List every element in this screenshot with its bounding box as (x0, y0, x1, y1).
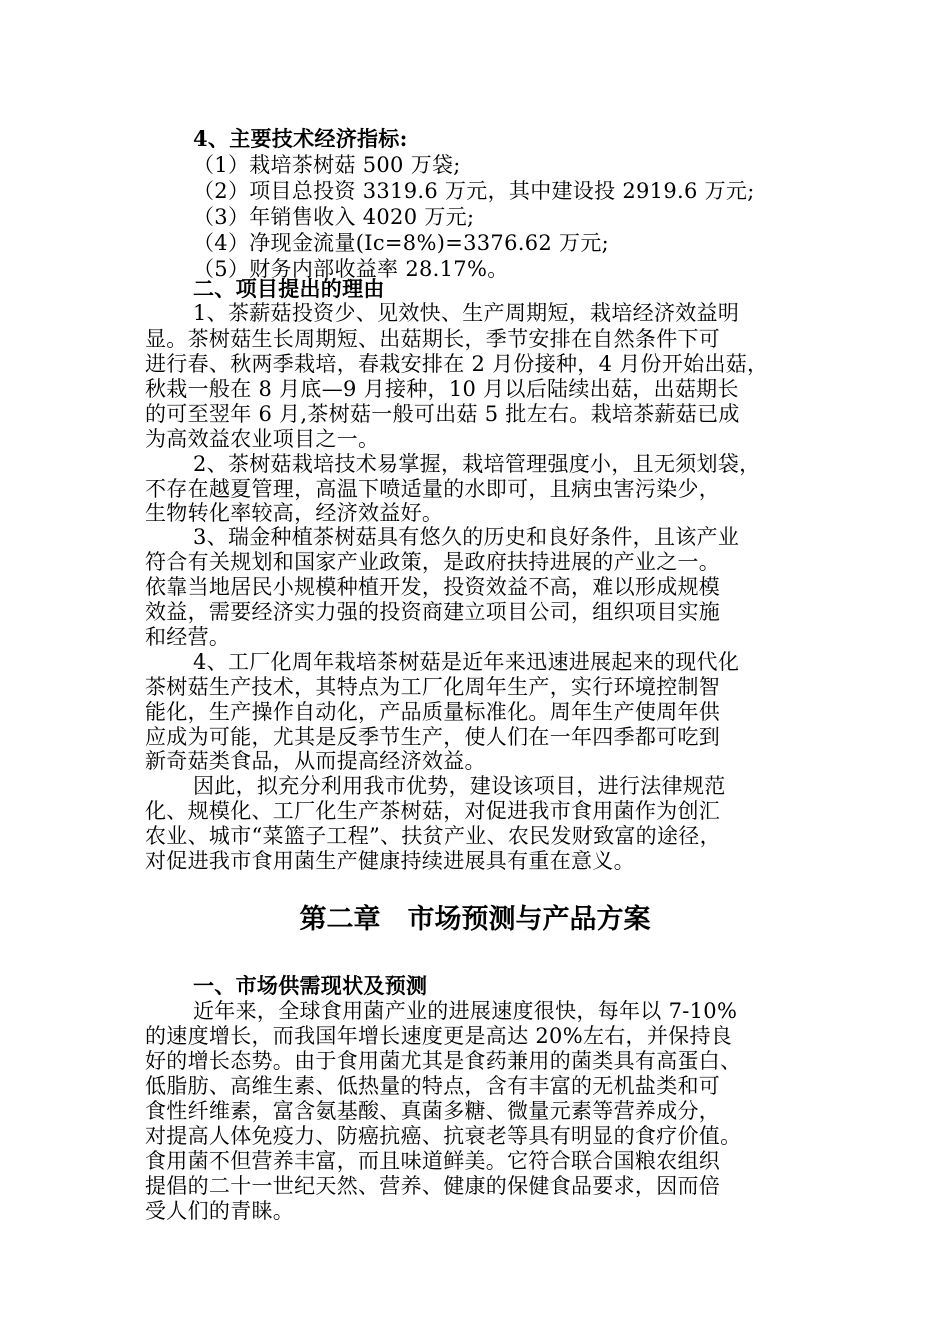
paragraph-line: 应成为可能，尤其是反季节生产，使人们在一年四季都可吃到 (145, 725, 721, 749)
paragraph-line: 近年来，全球食用菌产业的进展速度很快，每年以 7-10% (193, 999, 738, 1023)
indicator-item: （2）项目总投资 3319.6 万元，其中建设投 2919.6 万元; (193, 179, 755, 203)
paragraph-line: 效益，需要经济实力强的投资商建立项目公司，组织项目实施 (145, 600, 721, 624)
paragraph-line: 进行春、秋两季栽培，春栽安排在 2 月份接种，4 月份开始出菇， (145, 352, 769, 376)
paragraph-line: 食性纤维素，富含氨基酸、真菌多糖、微量元素等营养成分， (145, 1099, 721, 1123)
section-heading-reasons: 二、项目提出的理由 (193, 276, 385, 301)
paragraph-line: 对促进我市食用菌生产健康持续进展具有重在意义。 (145, 849, 635, 873)
paragraph-line: 显。茶树菇生长周期短、出菇期长，季节安排在自然条件下可 (145, 327, 721, 351)
paragraph-line: 为高效益农业项目之一。 (145, 427, 380, 451)
paragraph-line: 依靠当地居民小规模种植开发，投资效益不高，难以形成规模 (145, 575, 721, 599)
paragraph-line: 2、茶树菇栽培技术易掌握，栽培管理强度小，且无须划袋， (193, 452, 761, 476)
paragraph-line: 化、规模化、工厂化生产茶树菇，对促进我市食用菌作为创汇 (145, 799, 721, 823)
chapter-title: 第二章 市场预测与产品方案 (299, 904, 651, 935)
indicator-item: （1）栽培茶树菇 500 万袋; (193, 153, 461, 177)
paragraph-line: 生物转化率较高，经济效益好。 (145, 501, 444, 525)
indicator-item: （4）净现金流量(Ic=8%)=3376.62 万元; (193, 231, 609, 255)
paragraph-line: 4、工厂化周年栽培茶树菇是近年来迅速进展起来的现代化 (193, 650, 740, 674)
indicator-item: （3）年销售收入 4020 万元; (193, 205, 475, 229)
indicators-heading: 4、主要技术经济指标: (193, 126, 408, 151)
paragraph-line: 受人们的青睐。 (145, 1199, 295, 1223)
paragraph-line: 的速度增长，而我国年增长速度更是高达 20%左右，并保持良 (145, 1024, 733, 1048)
paragraph-line: 农业、城市“菜篮子工程”、扶贫产业、农民发财致富的途径， (145, 824, 721, 848)
paragraph-line: 1、茶薪菇投资少、见效快、生产周期短，栽培经济效益明 (193, 301, 740, 325)
paragraph-line: 秋栽一般在 8 月底—9 月接种，10 月以后陆续出菇，出菇期长 (145, 377, 739, 401)
paragraph-line: 符合有关规划和国家产业政策，是政府扶持进展的产业之一。 (145, 550, 721, 574)
paragraph-line: 提倡的二十一世纪天然、营养、健康的保健食品要求，因而倍 (145, 1174, 721, 1198)
paragraph-line: 低脂肪、高维生素、低热量的特点，含有丰富的无机盐类和可 (145, 1074, 721, 1098)
paragraph-line: 好的增长态势。由于食用菌尤其是食药兼用的菌类具有高蛋白、 (145, 1049, 742, 1073)
paragraph-line: 食用菌不但营养丰富，而且味道鲜美。它符合联合国粮农组织 (145, 1149, 721, 1173)
section-heading-market: 一、市场供需现状及预测 (193, 973, 428, 998)
paragraph-line: 能化，生产操作自动化，产品质量标准化。周年生产使周年供 (145, 700, 721, 724)
paragraph-line: 因此，拟充分利用我市优势，建设该项目，进行法律规范 (193, 774, 726, 798)
indicator-item: （5）财务内部收益率 28.17%。 (193, 257, 509, 281)
paragraph-line: 不存在越夏管理，高温下喷适量的水即可，且病虫害污染少， (145, 477, 721, 501)
paragraph-line: 3、瑞金种植茶树菇具有悠久的历史和良好条件，且该产业 (193, 525, 740, 549)
paragraph-line: 的可至翌年 6 月,茶树菇一般可出菇 5 批左右。栽培茶薪菇已成 (145, 402, 740, 426)
paragraph-line: 新奇菇类食品，从而提高经济效益。 (145, 749, 486, 773)
paragraph-line: 对提高人体免疫力、防癌抗癌、抗衰老等具有明显的食疗价值。 (145, 1124, 742, 1148)
paragraph-line: 茶树菇生产技术，其特点为工厂化周年生产，实行环境控制智 (145, 675, 721, 699)
paragraph-line: 和经营。 (145, 625, 231, 649)
